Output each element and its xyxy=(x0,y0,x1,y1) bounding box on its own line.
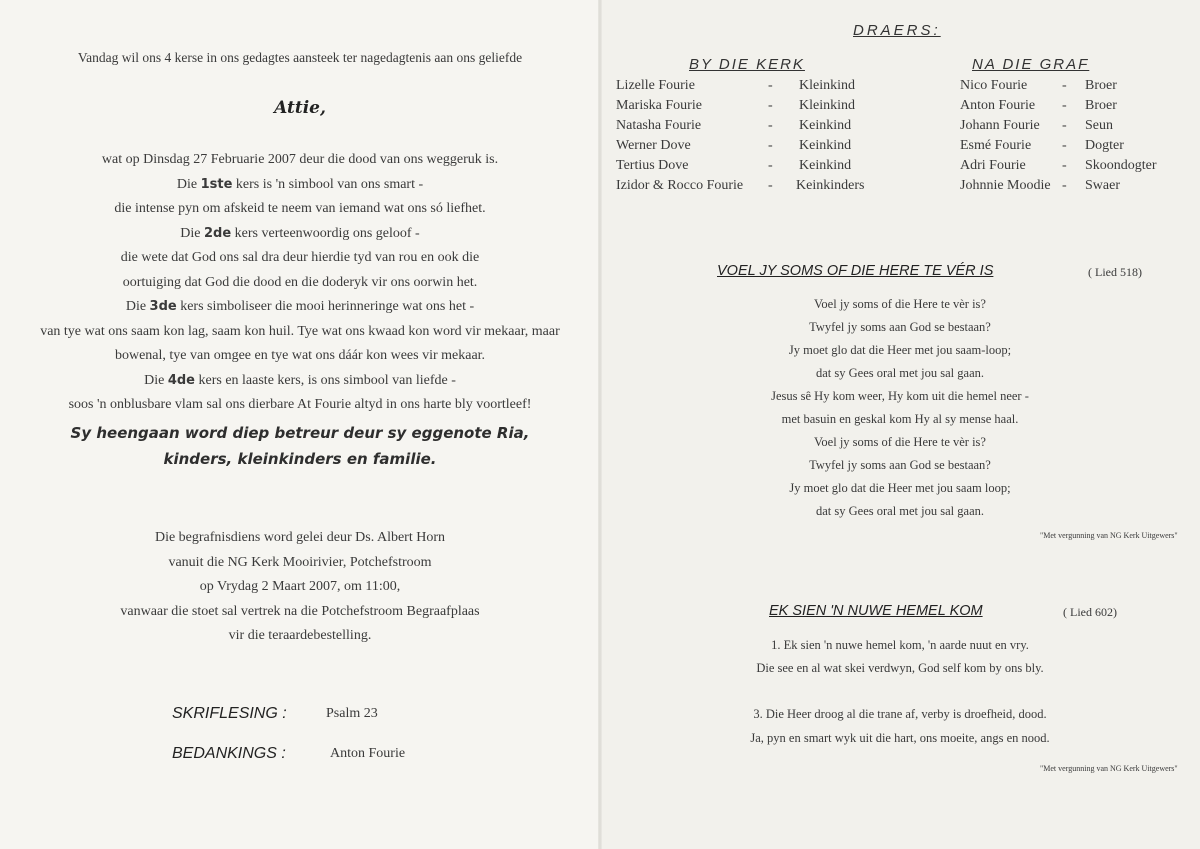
reading-label: SKRIFLESING : xyxy=(172,705,287,722)
song1-line-10: dat sy Gees oral met jou sal gaan. xyxy=(815,504,984,518)
text-line-1: wat op Dinsdag 27 Februarie 2007 deur die dood van ons weggeruk is. xyxy=(101,152,499,167)
kerk-name-1: Lizelle Fourie xyxy=(616,78,695,93)
song1-line-4: dat sy Gees oral met jou sal gaan. xyxy=(815,366,984,380)
text-line-2: die intense pyn om afskeid te neem van iemand wat ons só liefhet. xyxy=(114,201,486,216)
thanks-label: BEDANKINGS : xyxy=(172,745,286,762)
graf-dash-2: - xyxy=(1062,98,1067,113)
kerk-name-2: Mariska Fourie xyxy=(616,98,702,113)
mourning-line-2: kinders, kleinkinders en familie. xyxy=(163,450,437,468)
graf-name-3: Johann Fourie xyxy=(960,118,1040,133)
song1-credit: "Met vergunning van NG Kerk Uitgewers" xyxy=(1040,531,1178,540)
graf-dash-4: - xyxy=(1062,138,1067,153)
song1-title: VOEL JY SOMS OF DIE HERE TE VÉR IS xyxy=(717,263,994,279)
graf-dash-5: - xyxy=(1062,158,1067,173)
draers-title: DRAERS: xyxy=(853,22,941,39)
graf-name-4: Esmé Fourie xyxy=(960,138,1032,153)
intro-text: Vandag wil ons 4 kerse in ons gedagtes aansteek ter nagedagtenis aan ons geliefde xyxy=(77,50,523,65)
graf-rel-2: Broer xyxy=(1085,98,1117,113)
na-die-graf-title: NA DIE GRAF xyxy=(972,56,1090,73)
song1-line-6: met basuin en geskal kom Hy al sy mense haal. xyxy=(781,412,1019,426)
text-line-7: soos 'n onblusbare vlam sal ons dierbare At Fourie altyd in ons harte bly voortleef! xyxy=(68,397,532,412)
song1-lied: ( Lied 518) xyxy=(1088,265,1142,279)
kerk-rel-1: Kleinkind xyxy=(799,78,855,93)
song1-line-1: Voel jy soms of die Here te vèr is? xyxy=(814,297,986,311)
service-line-5: vir die teraardebestelling. xyxy=(228,628,372,643)
candle-3-line: Die 3de kers simboliseer die mooi herinneringe wat ons het - xyxy=(125,299,475,314)
text-line-4: oortuiging dat God die dood en die doderyk vir ons oorwin het. xyxy=(122,275,478,290)
text-line-5: van tye wat ons saam kon lag, saam kon huil. Tye wat ons kwaad kon word vir mekaar, maar xyxy=(40,324,560,339)
song2-line-3: 3. Die Heer droog al die trane af, verby is droefheid, dood. xyxy=(753,707,1047,721)
song2-line-1: 1. Ek sien 'n nuwe hemel kom, 'n aarde nuut en vry. xyxy=(771,638,1029,652)
candle-4-line: Die 4de kers en laaste kers, is ons simbool van liefde - xyxy=(144,373,456,388)
kerk-name-4: Werner Dove xyxy=(616,138,691,153)
deceased-name: Attie, xyxy=(274,98,326,118)
song2-line-2: Die see en al wat skei verdwyn, God self kom by ons bly. xyxy=(756,661,1044,675)
song2-title: EK SIEN 'N NUWE HEMEL KOM xyxy=(769,603,983,619)
reading-value: Psalm 23 xyxy=(326,706,378,721)
graf-rel-5: Skoondogter xyxy=(1085,158,1157,173)
song2-line-4: Ja, pyn en smart wyk uit die hart, ons moeite, angs en nood. xyxy=(750,731,1050,745)
kerk-rel-6: Keinkinders xyxy=(796,178,865,193)
graf-rel-1: Broer xyxy=(1085,78,1117,93)
kerk-dash-2: - xyxy=(768,98,773,113)
service-line-2: vanuit die NG Kerk Mooirivier, Potchefstroom xyxy=(168,555,432,570)
song2-credit: "Met vergunning van NG Kerk Uitgewers" xyxy=(1040,764,1178,773)
graf-dash-1: - xyxy=(1062,78,1067,93)
by-die-kerk-title: BY DIE KERK xyxy=(689,56,805,73)
service-line-4: vanwaar die stoet sal vertrek na die Potchefstroom Begraafplaas xyxy=(120,604,480,619)
service-line-3: op Vrydag 2 Maart 2007, om 11:00, xyxy=(199,579,401,594)
graf-dash-6: - xyxy=(1062,178,1067,193)
graf-name-5: Adri Fourie xyxy=(960,158,1026,173)
song1-line-7: Voel jy soms of die Here te vèr is? xyxy=(814,435,986,449)
song2-lied: ( Lied 602) xyxy=(1063,605,1117,619)
song1-line-5: Jesus sê Hy kom weer, Hy kom uit die hemel neer - xyxy=(771,389,1029,403)
kerk-name-5: Tertius Dove xyxy=(616,158,689,173)
graf-dash-3: - xyxy=(1062,118,1067,133)
graf-name-6: Johnnie Moodie xyxy=(960,178,1051,193)
song1-line-2: Twyfel jy soms aan God se bestaan? xyxy=(809,320,991,334)
candle-2-line: Die 2de kers verteenwoordig ons geloof - xyxy=(180,226,420,241)
kerk-dash-5: - xyxy=(768,158,773,173)
graf-rel-6: Swaer xyxy=(1085,178,1120,193)
kerk-name-3: Natasha Fourie xyxy=(616,118,702,133)
text-line-3: die wete dat God ons sal dra deur hierdie tyd van rou en ook die xyxy=(120,250,480,265)
song1-line-8: Twyfel jy soms aan God se bestaan? xyxy=(809,458,991,472)
candle-1-line: Die 1ste kers is 'n simbool van ons smart - xyxy=(176,177,424,192)
kerk-dash-6: - xyxy=(768,178,773,193)
kerk-rel-2: Kleinkind xyxy=(799,98,855,113)
kerk-dash-4: - xyxy=(768,138,773,153)
graf-rel-3: Seun xyxy=(1085,118,1113,133)
thanks-value: Anton Fourie xyxy=(330,746,406,761)
kerk-name-6: Izidor & Rocco Fourie xyxy=(616,178,744,193)
graf-name-2: Anton Fourie xyxy=(960,98,1036,113)
mourning-line-1: Sy heengaan word diep betreur deur sy eggenote Ria, xyxy=(70,424,530,442)
kerk-dash-1: - xyxy=(768,78,773,93)
kerk-rel-4: Keinkind xyxy=(799,138,852,153)
song1-line-3: Jy moet glo dat die Heer met jou saam-loop; xyxy=(788,343,1012,357)
kerk-dash-3: - xyxy=(768,118,773,133)
kerk-rel-3: Keinkind xyxy=(799,118,852,133)
kerk-rel-5: Keinkind xyxy=(799,158,852,173)
text-line-6: bowenal, tye van omgee en tye wat ons dáár kon wees vir mekaar. xyxy=(114,348,486,363)
service-line-1: Die begrafnisdiens word gelei deur Ds. Albert Horn xyxy=(154,530,446,545)
song1-line-9: Jy moet glo dat die Heer met jou saam loop; xyxy=(789,481,1011,495)
graf-rel-4: Dogter xyxy=(1085,138,1124,153)
graf-name-1: Nico Fourie xyxy=(960,78,1028,93)
